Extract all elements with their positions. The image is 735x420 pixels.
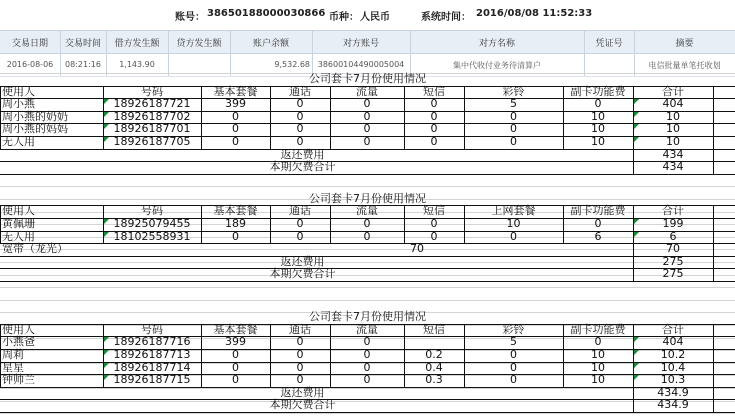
fee-cell: 0 [594,97,602,111]
cell-comment-marker [104,375,109,380]
bank-column-header: 对方账号 [342,39,379,49]
fee-cell: 0 [363,216,371,230]
section-bottom-line [0,281,735,282]
cell-comment-marker [634,350,639,355]
fee-cell: 10 [591,347,605,361]
column-line [713,86,714,149]
column-line [201,205,202,243]
fee-cell: 0 [510,360,517,374]
phone-number-cell: 18925079455 [113,216,191,230]
phone-number-cell: 18926187721 [113,97,191,111]
fee-cell: 399 [225,335,246,349]
cell-comment-marker [104,137,109,142]
user-name-cell: 周小燕的妈妈 [2,122,68,136]
column-line [270,205,271,243]
fee-cell: 404 [662,97,684,111]
fee-cell: 10.2 [660,347,686,361]
rebate-label: 返还费用 [280,385,325,399]
fee-cell: 0 [232,347,239,361]
column-header: 基本套餐 [213,322,258,336]
column-header: 短信 [423,322,445,336]
fee-cell: 0 [430,216,438,230]
fee-cell: 0 [594,216,602,230]
bank-cell: 9,532.68 [274,60,310,69]
total-value: 275 [662,267,684,281]
user-name-cell: 黄佩珊 [2,216,35,230]
fee-cell: 404 [662,335,684,349]
fee-cell: 0 [232,135,239,148]
fee-cell: 0 [510,229,517,243]
fee-cell: 10 [591,360,605,374]
total-column-line [713,387,714,412]
fee-cell: 0 [232,229,239,243]
fee-cell: 0.2 [425,347,443,361]
column-line [103,205,104,243]
column-line [563,86,564,149]
column-line [713,205,714,243]
bank-column-divider [60,30,61,76]
fee-cell: 0 [363,122,371,136]
sheet-gridline [0,413,735,414]
fee-cell: 10 [666,109,680,123]
account-label: 账号： [175,12,205,23]
cell-comment-marker [634,112,639,117]
phone-number-cell: 18102558931 [113,229,191,243]
fee-cell: 10.4 [660,360,686,374]
bank-column-divider [106,30,107,76]
rebate-value: 275 [662,254,684,268]
bank-column-divider [168,30,169,76]
system-time-label: 系统时间： [421,12,471,23]
fee-cell: 0.4 [425,360,443,374]
bank-column-divider [584,30,585,76]
broadband-value: 70 [410,242,424,256]
rebate-value: 434 [662,147,684,161]
fee-cell: 0.3 [425,373,443,387]
cell-comment-marker [104,124,109,129]
column-header: 合计 [662,322,684,336]
column-header: 合计 [662,204,684,218]
system-time-value: 2016/08/08 11:52:33 [476,8,593,19]
fee-cell: 0 [510,347,517,361]
bank-cell: 2016-08-06 [6,60,54,69]
total-column-line [633,149,634,174]
bank-column-header: 账户余额 [252,39,289,49]
fee-cell: 0 [296,373,304,387]
cell-comment-marker [104,350,109,355]
fee-cell: 0 [232,373,239,387]
cell-comment-marker [104,232,109,237]
fee-cell: 0 [510,135,517,148]
section-title: 公司套卡7月份使用情况 [309,310,426,324]
bank-column-header: 贷方发生额 [176,39,222,49]
currency-value: 人民币 [360,12,390,23]
column-header: 通话 [289,322,311,336]
total-label: 本期欠费合计 [269,267,336,281]
column-header: 使用人 [2,322,35,336]
column-line [330,86,331,149]
fee-cell: 10 [591,109,605,123]
cell-comment-marker [634,219,639,224]
sheet-gridline [0,287,735,288]
fee-cell: 0 [430,109,438,123]
column-header: 短信 [423,204,445,218]
column-line [563,205,564,243]
bank-statement-strip [0,0,735,75]
column-line [713,324,714,387]
column-header: 通话 [289,204,311,218]
fee-cell: 0 [430,97,438,111]
bank-cell: 1,143.90 [119,60,155,69]
user-name-cell: 无人用 [2,135,35,148]
fee-cell: 0 [232,122,239,136]
total-label: 本期欠费合计 [269,160,336,174]
cell-comment-marker [634,375,639,380]
fee-cell: 0 [510,109,517,123]
cell-comment-marker [104,99,109,104]
column-header: 流量 [356,84,378,98]
bank-column-divider [634,30,635,76]
cell-comment-marker [104,337,109,342]
bank-column-header: 对方名称 [478,39,515,49]
cell-comment-marker [104,219,109,224]
column-line [0,205,1,243]
user-name-cell: 周莉 [2,347,24,361]
column-line [633,205,634,243]
bank-column-header: 交易时间 [64,39,101,49]
broadband-label: 宽带（龙光） [2,242,68,256]
fee-cell: 10 [591,373,605,387]
column-line [103,86,104,149]
user-name-cell: 钟帅兰 [2,373,35,387]
column-line [0,324,1,387]
cell-comment-marker [634,124,639,129]
column-header: 短信 [423,84,445,98]
user-name-cell: 星星 [2,360,24,374]
rebate-label: 返还费用 [280,147,325,161]
column-header: 副卡功能费 [570,84,626,98]
bank-column-header-row [0,30,735,54]
column-line [404,324,405,387]
column-line [201,324,202,387]
fee-cell: 0 [363,97,371,111]
bank-cell: 集中代收付业务待清算户 [453,61,541,70]
bank-cell: 38600104490005004 [317,60,405,69]
fee-cell: 0 [296,135,304,148]
fee-cell: 0 [594,335,602,349]
fee-cell: 6 [594,229,602,243]
fee-cell: 0 [296,335,304,349]
fee-cell: 0 [296,122,304,136]
currency-label: 币种： [329,12,359,23]
fee-cell: 0 [363,360,371,374]
column-line [330,205,331,243]
fee-cell: 10 [506,216,521,230]
phone-number-cell: 18926187715 [113,373,191,387]
fee-cell: 0 [296,97,304,111]
column-header: 彩铃 [502,84,525,98]
column-line [270,324,271,387]
column-header: 使用人 [2,204,35,218]
bank-column-header: 凭证号 [595,39,623,49]
cell-comment-marker [634,337,639,342]
fee-cell: 0 [232,360,239,374]
cell-comment-marker [634,99,639,104]
fee-cell: 0 [296,216,304,230]
account-value: 38650188000030866 [207,8,326,19]
column-header: 流量 [356,322,378,336]
spreadsheet-area [0,73,735,420]
column-line [404,86,405,149]
column-line [464,324,465,387]
column-header: 号码 [141,322,163,336]
column-line [404,205,405,243]
bank-column-header: 摘要 [675,39,694,49]
cell-comment-marker [104,112,109,117]
fee-cell: 0 [296,347,304,361]
column-line [330,324,331,387]
total-value: 434.9 [657,398,689,412]
section-bottom-line [0,412,735,413]
cell-comment-marker [634,137,639,142]
column-header: 通话 [289,84,311,98]
bank-cell: 电信批量单笔托收划 [648,61,721,70]
user-name-cell: 周小燕 [2,97,35,111]
total-column-line [633,387,634,412]
column-header: 基本套餐 [213,204,258,218]
sheet-gridline [0,186,735,187]
fee-cell: 10 [666,135,680,148]
fee-cell: 5 [510,97,517,111]
total-value: 434 [662,160,684,174]
column-line [270,86,271,149]
fee-cell: 0 [232,109,239,123]
user-name-cell: 周小燕的奶奶 [2,109,68,123]
section-title: 公司套卡7月份使用情况 [309,72,426,85]
phone-number-cell: 18926187716 [113,335,191,349]
column-header: 彩铃 [502,322,525,336]
fee-cell: 0 [363,135,371,148]
bank-column-divider [312,30,313,76]
fee-cell: 399 [225,97,246,111]
fee-cell: 0 [363,347,371,361]
bank-column-divider [410,30,411,76]
phone-number-cell: 18926187702 [113,109,191,123]
column-line [464,205,465,243]
fee-cell: 199 [662,216,684,230]
fee-cell: 0 [363,229,371,243]
section-bottom-line [0,174,735,175]
cell-comment-marker [104,363,109,368]
column-header: 副卡功能费 [570,204,626,218]
fee-cell: 10 [591,135,605,148]
fee-cell: 0 [296,229,304,243]
column-line [633,86,634,149]
phone-number-cell: 18926187713 [113,347,191,361]
bank-cell: 08:21:16 [65,60,101,69]
total-label: 本期欠费合计 [269,398,336,412]
column-line [201,86,202,149]
fee-cell: 0 [363,109,371,123]
column-header: 号码 [141,204,163,218]
rebate-value: 434.9 [657,385,689,399]
bank-column-header: 借方发生额 [114,39,160,49]
fee-cell: 6 [669,229,677,243]
fee-cell: 10 [666,122,680,136]
user-name-cell: 小燕爸 [2,335,35,349]
fee-cell: 0 [296,109,304,123]
fee-cell: 0 [510,373,517,387]
section-title: 公司套卡7月份使用情况 [309,191,426,205]
column-header: 号码 [141,84,163,98]
column-header: 流量 [356,204,378,218]
column-line [633,324,634,387]
column-line [0,86,1,149]
fee-cell: 5 [510,335,517,349]
cell-comment-marker [634,232,639,237]
fee-cell: 189 [225,216,246,230]
column-line [563,324,564,387]
sheet-gridline [0,300,735,301]
rebate-label: 返还费用 [280,254,325,268]
column-header: 上网套餐 [491,204,536,218]
fee-cell: 0 [430,135,438,148]
column-header: 合计 [662,84,684,98]
column-header: 使用人 [2,84,35,98]
column-line [103,324,104,387]
cell-comment-marker [634,363,639,368]
fee-cell: 0 [363,373,371,387]
fee-cell: 10.3 [660,373,686,387]
phone-number-cell: 18926187701 [113,122,191,136]
total-column-line [713,243,714,281]
phone-number-cell: 18926187714 [113,360,191,374]
column-header: 基本套餐 [213,84,258,98]
user-name-cell: 无人用 [2,229,35,243]
column-header: 副卡功能费 [570,322,626,336]
fee-cell: 0 [363,335,371,349]
fee-cell: 0 [430,122,438,136]
broadband-total: 70 [666,242,680,256]
total-column-line [633,243,634,281]
statement-header [0,3,735,25]
fee-cell: 10 [591,122,605,136]
fee-cell: 0 [296,360,304,374]
bank-column-divider [230,30,231,76]
phone-number-cell: 18926187705 [113,135,191,148]
total-column-line [713,149,714,174]
column-line [464,86,465,149]
fee-cell: 0 [510,122,517,136]
fee-cell: 0 [430,229,438,243]
bank-column-header: 交易日期 [11,39,48,49]
